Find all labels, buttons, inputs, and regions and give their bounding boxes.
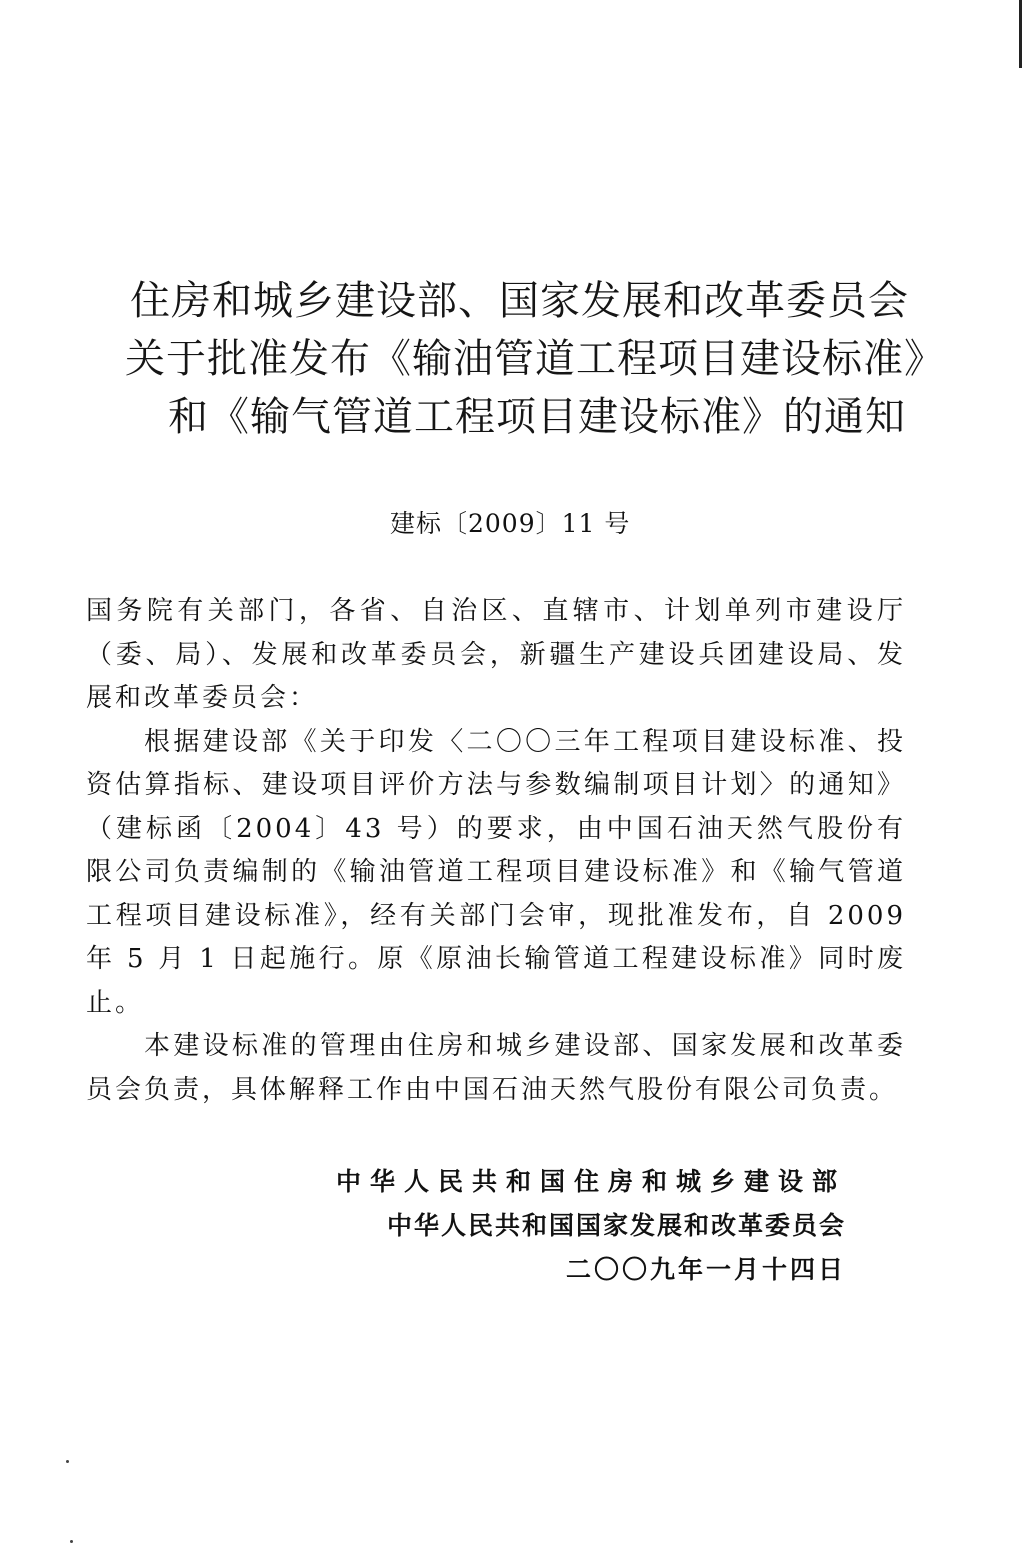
issuer-ndrc: 中华人民共和国国家发展和改革委员会: [386, 1211, 846, 1240]
title-line-2: 关于批准发布《输油管道工程项目建设标准》: [125, 336, 945, 382]
notice-body: [86, 590, 906, 1112]
notice-title: [0, 272, 1026, 446]
issue-date: 二〇〇九年一月十四日: [565, 1255, 846, 1284]
title-line-1: 住房和城乡建设部、国家发展和改革委员会: [130, 278, 909, 324]
document-number: 建标〔2009〕11 号: [390, 509, 631, 538]
issuer-ministry-housing: 中华人民共和国住房和城乡建设部: [335, 1167, 846, 1196]
title-line-3: 和《输气管道工程项目建设标准》的通知: [168, 394, 906, 440]
signature-block: [336, 1160, 846, 1292]
body-paragraph-2: 本建设标准的管理由住房和城乡建设部、国家发展和改革委员会负责，具体解释工作由中国石油天然气股份有限公司负责。: [86, 1031, 906, 1105]
scan-speck: [66, 1460, 69, 1463]
body-paragraph-1: 根据建设部《关于印发〈二〇〇三年工程项目建设标准、投资估算指标、建设项目评价方法与参数编制项目计划〉的通知》（建标函〔2004〕43 号）的要求，由中国石油天然气股份有限公司负责编制的《输油管道工程项目建设标准》和《输气管道工程项目建设标准》，经有关部门会审，现批准发布，自 2009 年 5 月 1 日起施行。原《原油长输管道工程建设标准》同时废止。: [86, 726, 906, 1018]
scan-speck: [70, 1540, 73, 1543]
scan-edge-mark: [1019, 0, 1022, 68]
addressees: 国务院有关部门，各省、自治区、直辖市、计划单列市建设厅（委、局）、发展和改革委员会，新疆生产建设兵团建设局、发展和改革委员会：: [86, 596, 906, 713]
